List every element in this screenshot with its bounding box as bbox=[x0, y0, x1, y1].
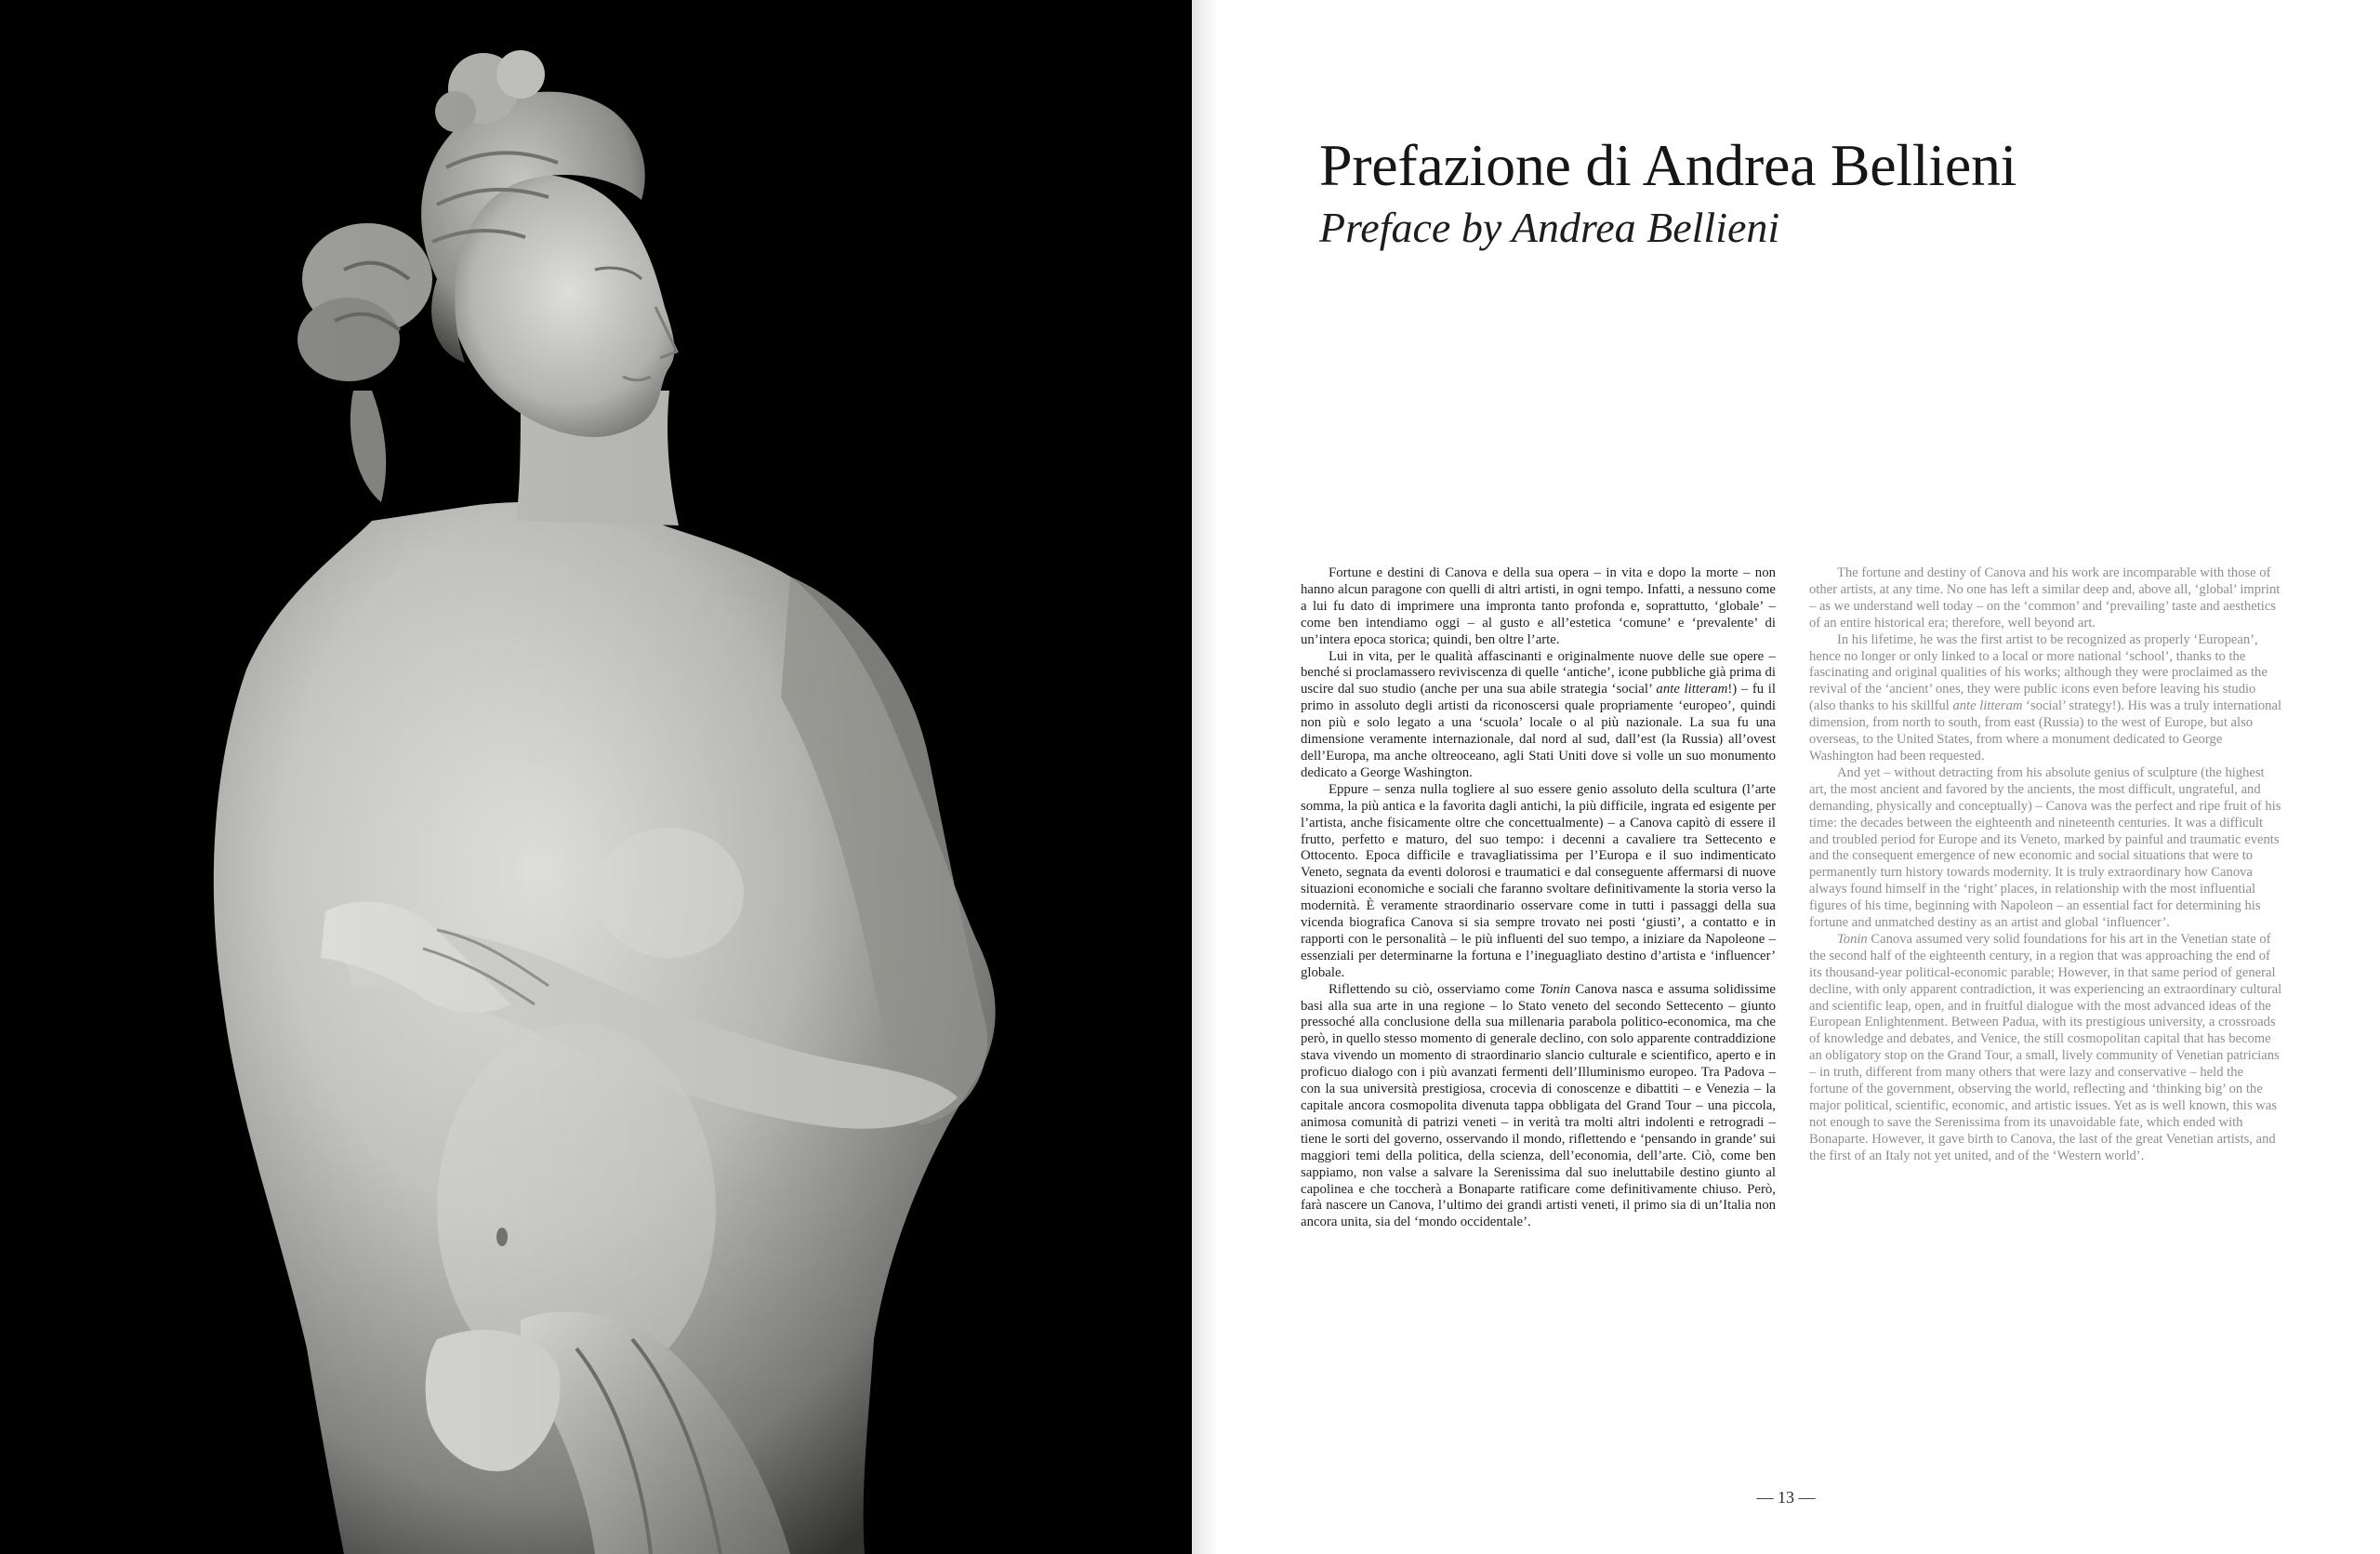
text-page bbox=[1192, 0, 2380, 1554]
english-paragraph-1: The fortune and destiny of Canova and his work are incomparable with those of other artists, at any time. No one has left a similar deep and, above all, ‘global’ imprint – as we understand well today – on the ‘common’ and ‘prevailing’ taste and aesthetics of an entire historical era; therefore, well beyond art. bbox=[1809, 565, 2281, 631]
english-paragraph-3: And yet – without detracting from his absolute genius of sculpture (the highest art, the most ancient and favored by the ancients, the most difficult, ungrateful, and demanding, physically and conceptually) – Canova was the perfect and ripe fruit of his time: the decades between the eighteenth and nineteenth centuries. It was a difficult and troubled period for Europe and its Veneto, marked by painful and traumatic events and the consequent emergence of new economic and social situations that were to permanently turn history towards modernity. It is truly extraordinary how Canova always found himself in the ‘right’ places, in relationship with the most influential figures of his time, beginning with Napoleon – an essential fact for determining his fortune and unmatched destiny as an artist and global ‘influencer’. bbox=[1809, 764, 2281, 931]
english-paragraph-2: In his lifetime, he was the first artist to be recognized as properly ‘European’, hence no longer or only linked to a local or more national ‘school’, thanks to the fascinating and original qualities of his works; although they were proclaimed as the revival of the ‘ancient’ ones, they were public icons even before leaving his studio (also thanks to his skillful ante litteram ‘social’ strategy!). His was a truly international dimension, from north to south, from east (Russia) to the west of Europe, but also overseas, to the United States, from where a monument dedicated to George Washington had been requested. bbox=[1809, 631, 2281, 764]
italian-paragraph-3: Eppure – senza nulla togliere al suo essere genio assoluto della scultura (l’arte somma, la più antica e la favorita dagli antichi, la più difficile, ingrata ed esigente per l’artista, anche fisicamente oltre che concettualmente) – a Canova capitò di essere il frutto, perfetto e maturo, del suo tempo: i decenni a cavaliere tra Settecento e Ottocento. Epoca difficile e travagliatissima per l’Europa e il suo indimenticato Veneto, segnata da eventi dolorosi e traumatici e dal conseguente affermarsi di nuove situazioni economiche e sociali che faranno svoltare definitivamente la storia verso la modernità. È veramente straordinario osservare come in tutti i passaggi della sua vicenda biografica Canova si sia sempre trovato nei posti ‘giusti’, a contatto e in rapporti con le personalità – le più influenti del suo tempo, a iniziare da Napoleone – essenziali per determinarne la fortuna e l’ineguagliato destino d’artista e ‘influencer’ globale. bbox=[1301, 781, 1776, 980]
page-title-italian: Prefazione di Andrea Bellieni bbox=[1319, 132, 2017, 198]
page-number: — 13 — bbox=[1756, 1488, 1816, 1507]
title-block bbox=[1319, 130, 2305, 255]
italian-paragraph-2: Lui in vita, per le qualità affascinanti e originalmente nuove delle sue opere – benché si proclamassero reviviscenza di quelle ‘antiche’, icone pubbliche già prima di uscire dal suo studio (anche per una sua abile strategia ‘social’ ante litteram!) – fu il primo in assoluto degli artisti da riconoscersi quale propriamente ‘europeo’, quindi non più e solo legato a una ‘scuola’ locale o al più nazionale. La sua fu una dimensione veramente internazionale, dal nord al sud, dall’est (la Russia) all’ovest dell’Europa, ma anche oltreoceano, agli Stati Uniti dove si volle un suo monumento dedicato a George Washington. bbox=[1301, 648, 1777, 780]
page-title-english: Preface by Andrea Bellieni bbox=[1319, 204, 1780, 251]
italian-paragraph-4: Riflettendo su ciò, osserviamo come Tonin Canova nasca e assuma solidissime basi alla sua arte in una regione – lo Stato veneto del secondo Settecento – giunto pressoché alla conclusione della sua millenaria parabola politico-economica, ma che però, in quello stesso momento di generale declino, con solo apparente contraddizione stava vivendo un momento di straordinario slancio culturale e scientifico, aperto e in proficuo dialogo con i più avanzati fermenti dell’Illuminismo europeo. Tra Padova – con la sua università prestigiosa, crocevia di conoscenze e dibattiti – e Venezia – la capitale ancora cosmopolita divenuta tappa obbligata del Grand Tour – una piccola, animosa comunità di patrizi veneti – in verità tra molti altri indolenti e retrogradi – tiene le sorti del governo, osservando il mondo, riflettendo e ‘pensando in grande’ sui maggiori temi della politica, della scienza, dell’economia, dell’arte. Ciò, come ben sappiamo, non valse a salvare la Serenissima dal suo ineluttabile destino giunto al capolinea e che toccherà a Bonaparte ratificare come definitivamente chiuso. Però, farà nascere un Canova, l’ultimo dei grandi artisti veneti, il primo sia di un’Italia non ancora unita, sia del ‘mondo occidentale’. bbox=[1301, 981, 1776, 1230]
italian-column bbox=[1301, 565, 1776, 1231]
english-paragraph-4: Tonin Canova assumed very solid foundations for his art in the Venetian state of the second half of the eighteenth century, in a region that was approaching the end of its thousand-year political-economic parable; However, in that same period of general decline, with only apparent contradiction, it was experiencing an extraordinary cultural and scientific leap, open, and in fruitful dialogue with the most advanced ideas of the European Enlightenment. Between Padua, with its prestigious university, a crossroads of knowledge and debates, and Venice, the still cosmopolitan capital that has become an obligatory stop on the Grand Tour, a small, lively community of Venetian patricians – in truth, different from many others that were lazy and conservative – held the fortune of the government, observing the world, reflecting and ‘thinking big’ on the major political, scientific, economic, and artistic issues. Yet as is well known, this was not enough to save the Serenissima from its unavoidable fate, which ended with Bonaparte. However, it gave birth to Canova, the last of the great Venetian artists, and the first of an Italy not yet united, and of the ‘Western world’. bbox=[1809, 931, 2282, 1163]
english-column bbox=[1809, 565, 2285, 1165]
italian-paragraph-1: Fortune e destini di Canova e della sua opera – in vita e dopo la morte – non hanno alcun paragone con quelli di altri artisti, in ogni tempo. Infatti, a nessuno come a lui fu dato di imprimere una impronta tanto profonda e, soprattutto, ‘globale’ – come ben intendiamo oggi – al gusto e all’estetica ‘comune’ e ‘prevalente’ di un’intera epoca storica; quindi, ben oltre l’arte. bbox=[1301, 565, 1776, 647]
gutter-shadow bbox=[1192, 0, 1218, 1554]
